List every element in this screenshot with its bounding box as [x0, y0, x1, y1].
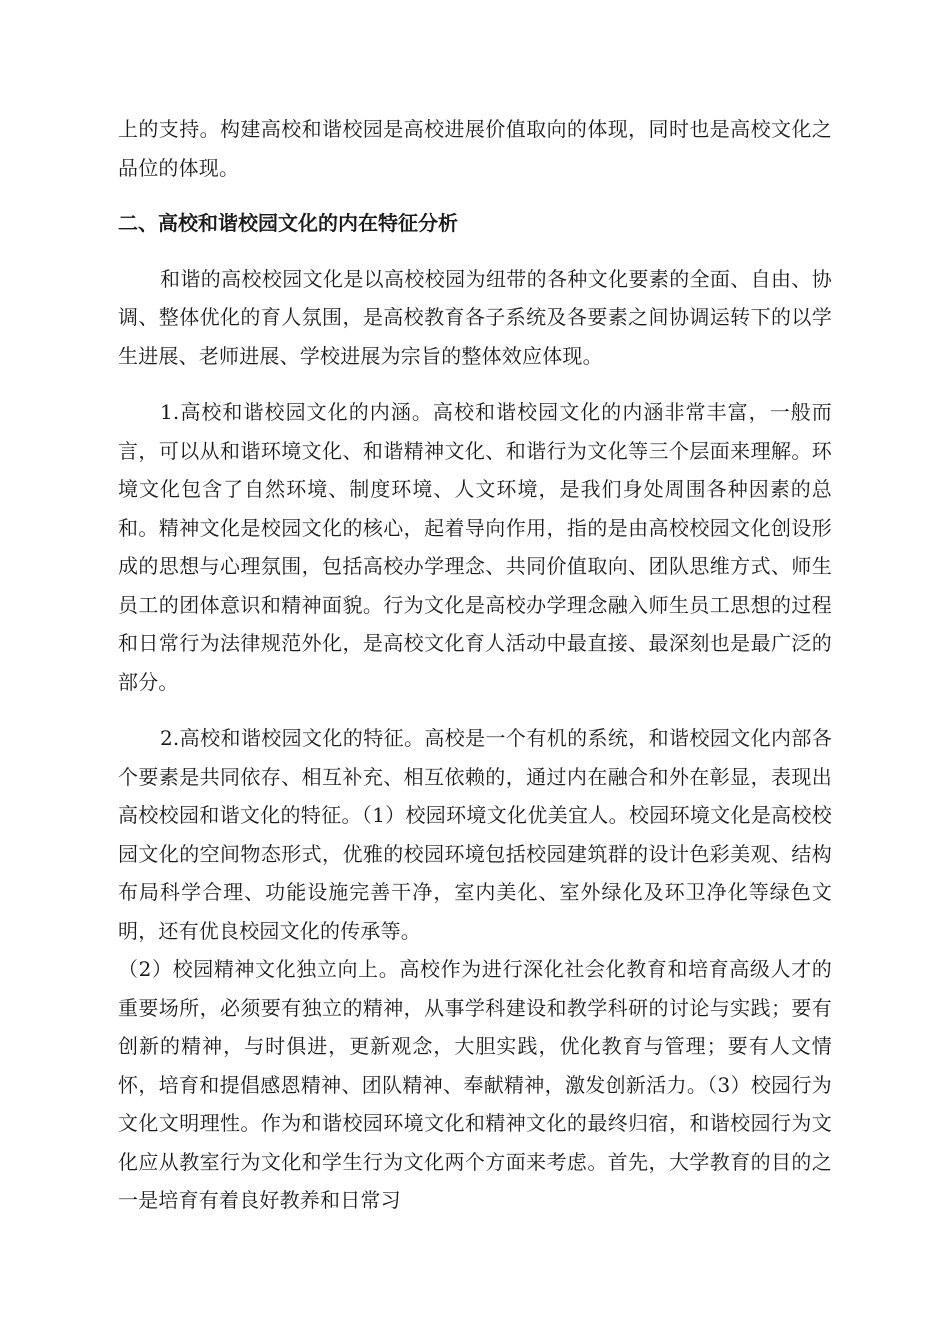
document-page [118, 110, 832, 1220]
paragraph-features-continued: （2）校园精神文化独立向上。高校作为进行深化社会化教育和培育高级人才的重要场所，必须要有独立的精神，从事学科建设和教学科研的讨论与实践；要有创新的精神，与时俱进，更新观念，大胆实践，优化教育与管理；要有人文情怀，培育和提倡感恩精神、团队精神、奉献精神，激发创新活力。（3）校园行为文化文明理性。作为和谐校园环境文化和精神文化的最终归宿，和谐校园行为文化应从教室行为文化和学生行为文化两个方面来考虑。首先，大学教育的目的之一是培育有着良好教养和日常习 [118, 957, 832, 1212]
paragraph-connotation: 1.高校和谐校园文化的内涵。高校和谐校园文化的内涵非常丰富，一般而言，可以从和谐环境文化、和谐精神文化、和谐行为文化等三个层面来理解。环境文化包含了自然环境、制度环境、人文环境，是我们身处周围各种因素的总和。精神文化是校园文化的核心，起着导向作用，指的是由高校校园文化创设形成的思想与心理氛围，包括高校办学理念、共同价值取向、团队思维方式、师生员工的团体意识和精神面貌。行为文化是高校办学理念融入师生员工思想的过程和日常行为法律规范外化，是高校文化育人活动中最直接、最深刻也是最广泛的部分。 [118, 400, 832, 694]
section-heading: 二、高校和谐校园文化的内在特征分析 [118, 211, 458, 235]
paragraph-intro-tail: 上的支持。构建高校和谐校园是高校进展价值取向的体现，同时也是高校文化之品位的体现。 [118, 117, 832, 180]
paragraph-overview: 和谐的高校校园文化是以高校校园为纽带的各种文化要素的全面、自由、协调、整体优化的育人氛围，是高校教育各子系统及各要素之间协调运转下的以学生进展、老师进展、学校进展为宗旨的整体效应体现。 [118, 266, 832, 368]
paragraph-features: 2.高校和谐校园文化的特征。高校是一个有机的系统，和谐校园文化内部各个要素是共同依存、相互补充、相互依赖的，通过内在融合和外在彰显，表现出高校校园和谐文化的特征。（1）校园环境文化优美宜人。校园环境文化是高校校园文化的空间物态形式，优雅的校园环境包括校园建筑群的设计色彩美观、结构布局科学合理、功能设施完善干净，室内美化、室外绿化及环卫净化等绿色文明，还有优良校园文化的传承等。 [118, 726, 832, 943]
